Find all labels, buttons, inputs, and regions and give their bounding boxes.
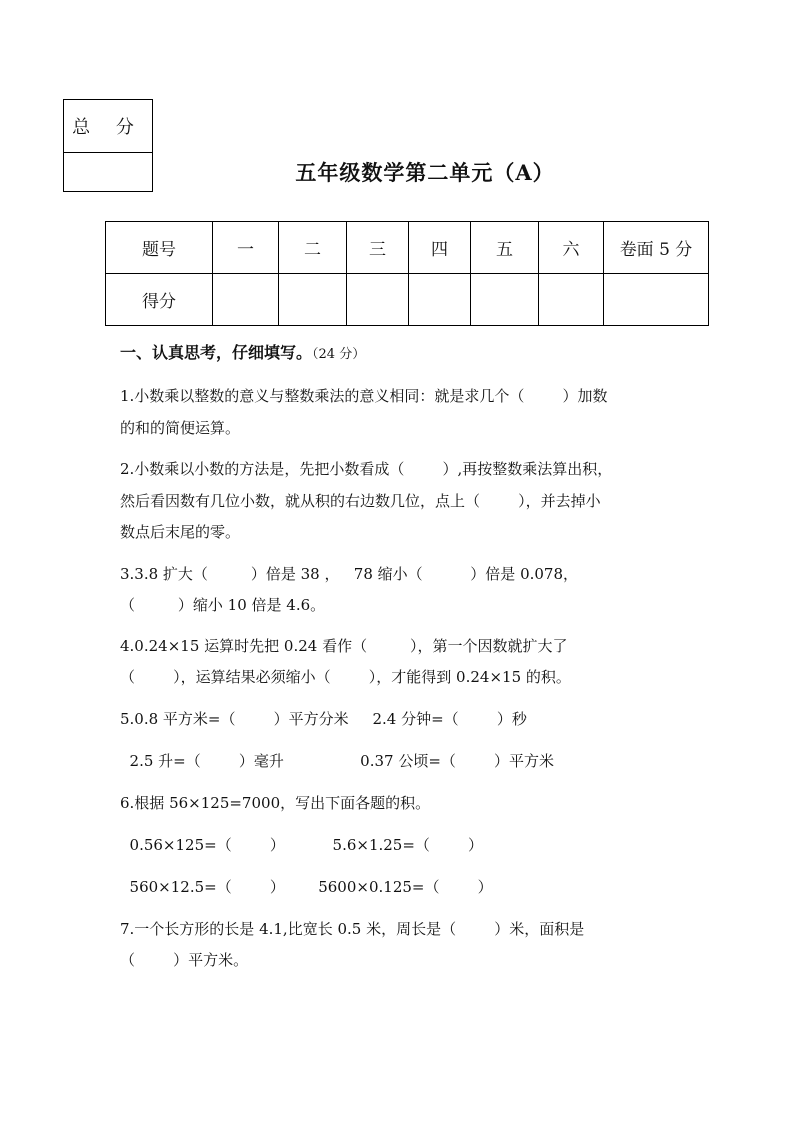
score-cell[interactable] xyxy=(213,274,279,326)
header-cell-1: 一 xyxy=(213,222,279,274)
question-6-line-3: 560×12.5=（ ） 5600×0.125=（ ） xyxy=(120,878,493,896)
section-heading xyxy=(120,340,365,363)
header-cell-4: 四 xyxy=(409,222,471,274)
total-score-label: 总 分 xyxy=(64,100,152,153)
page-title: 五年级数学第二单元（A） xyxy=(295,160,555,185)
score-cell[interactable] xyxy=(539,274,604,326)
score-cell[interactable] xyxy=(409,274,471,326)
total-score-value[interactable] xyxy=(64,153,152,191)
question-2-line-3: 数点后末尾的零。 xyxy=(120,523,241,541)
header-cell-3: 三 xyxy=(347,222,409,274)
question-6-line-1: 6.根据 56×125=7000，写出下面各题的积。 xyxy=(120,794,431,812)
header-cell-2: 二 xyxy=(279,222,347,274)
score-table-score-row xyxy=(106,274,709,326)
section-title: 一、认真思考，仔细填写。 xyxy=(120,343,313,362)
score-cell[interactable] xyxy=(347,274,409,326)
total-score-box xyxy=(63,99,153,192)
score-cell[interactable] xyxy=(279,274,347,326)
row-label-score: 得分 xyxy=(106,274,213,326)
question-3-line-2: （ ）缩小 10 倍是 4.6。 xyxy=(120,596,326,614)
question-2-line-1: 2.小数乘以小数的方法是，先把小数看成（ ）,再按整数乘法算出积， xyxy=(120,460,613,478)
question-7-line-2: （ ）平方米。 xyxy=(120,951,249,969)
header-cell-question-number: 题号 xyxy=(106,222,213,274)
question-1-line-1: 1.小数乘以整数的意义与整数乘法的意义相同：就是求几个（ ）加数 xyxy=(120,387,608,405)
question-4-line-2: （ ），运算结果必须缩小（ ），才能得到 0.24×15 的积。 xyxy=(120,668,571,686)
header-cell-5: 五 xyxy=(471,222,539,274)
score-table xyxy=(105,221,709,326)
score-cell[interactable] xyxy=(471,274,539,326)
header-cell-6: 六 xyxy=(539,222,604,274)
question-5-line-1: 5.0.8 平方米=（ ）平方分米 2.4 分钟=（ ）秒 xyxy=(120,710,527,728)
question-3-line-1: 3.3.8 扩大（ ）倍是 38 ， 78 缩小（ ）倍是 0.078， xyxy=(120,565,579,583)
question-1-line-2: 的和的简便运算。 xyxy=(120,419,241,437)
question-2-line-2: 然后看因数有几位小数，就从积的右边数几位，点上（ ），并去掉小 xyxy=(120,492,601,510)
question-6-line-2: 0.56×125=（ ） 5.6×1.25=（ ） xyxy=(120,836,484,854)
section-points: （24 分） xyxy=(312,347,366,362)
score-cell[interactable] xyxy=(604,274,709,326)
question-4-line-1: 4.0.24×15 运算时先把 0.24 看作（ ），第一个因数就扩大了 xyxy=(120,637,568,655)
question-5-line-2: 2.5 升=（ ）毫升 0.37 公顷=（ ）平方米 xyxy=(120,752,555,770)
score-table-header-row xyxy=(106,222,709,274)
question-7-line-1: 7.一个长方形的长是 4.1,比宽长 0.5 米，周长是（ ）米，面积是 xyxy=(120,920,585,938)
header-cell-neatness: 卷面 5 分 xyxy=(604,222,709,274)
